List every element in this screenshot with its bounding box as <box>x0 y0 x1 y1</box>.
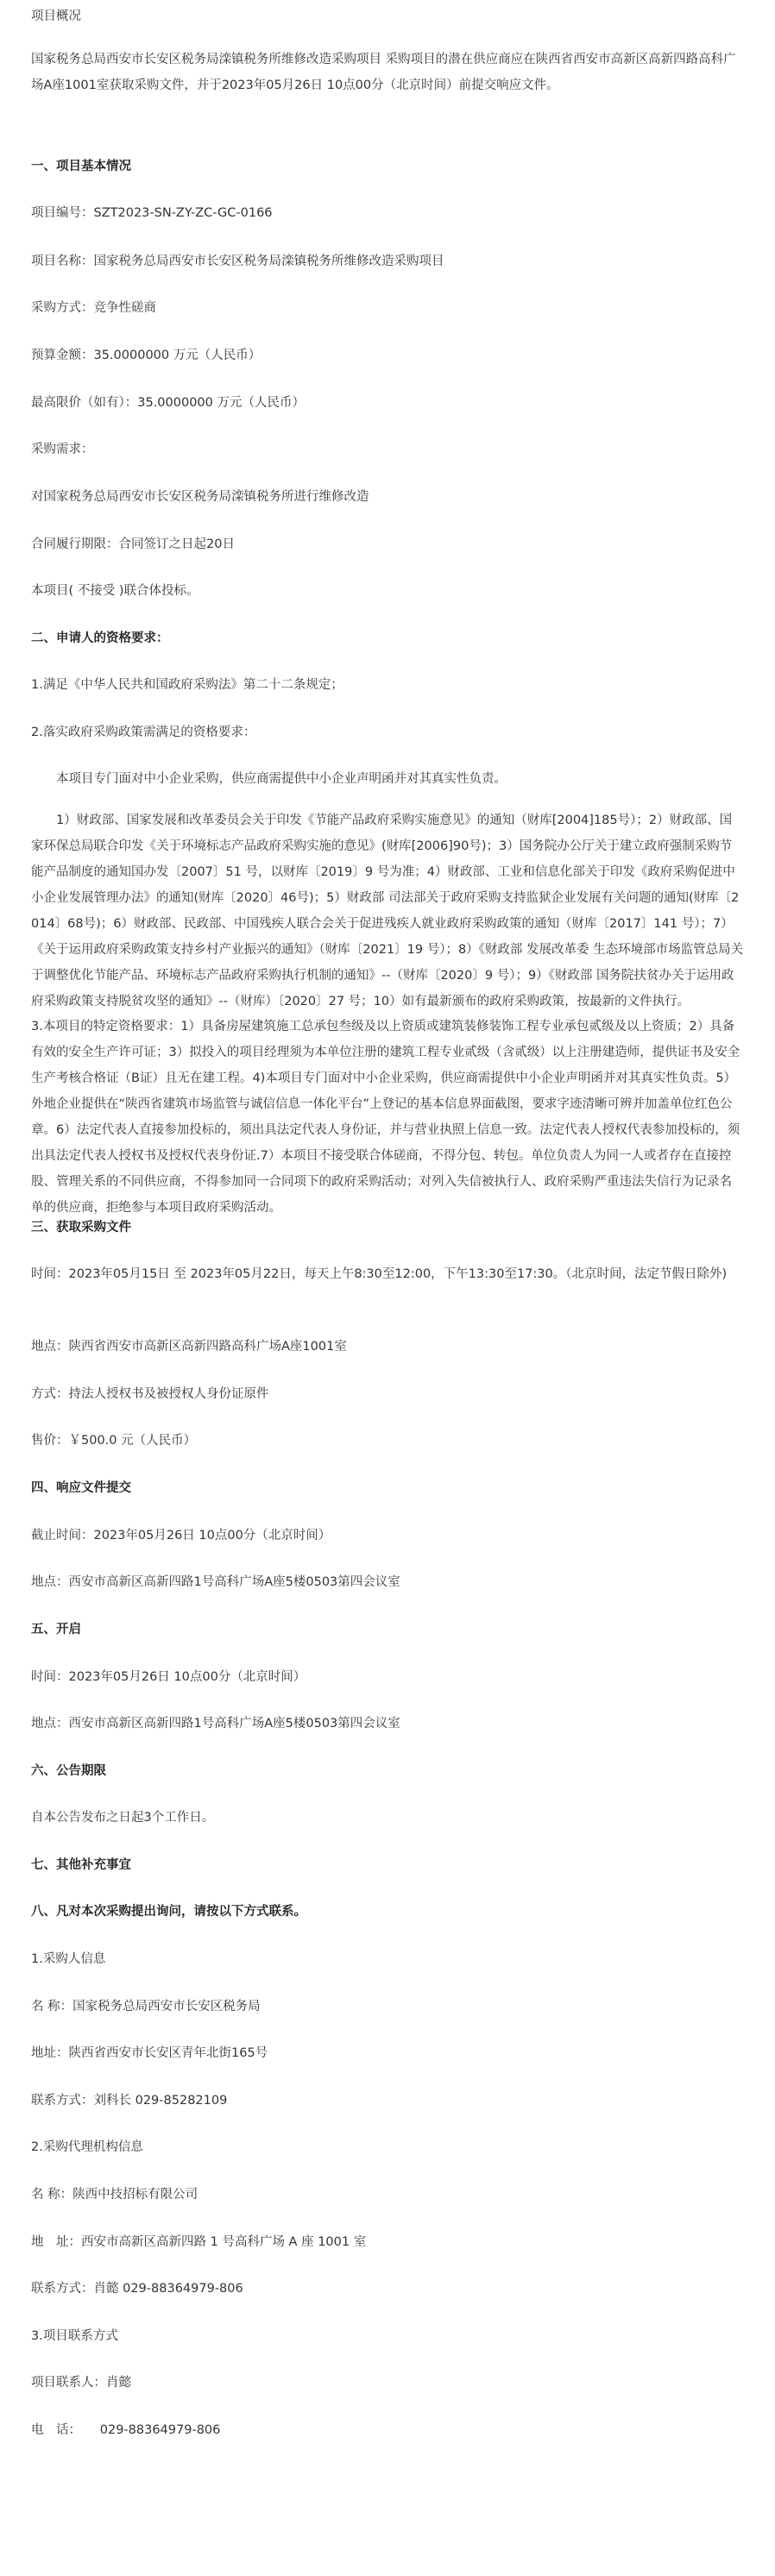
overview-title: 项目概况 <box>31 9 81 23</box>
requirement-text: 对国家税务总局西安市长安区税务局滦镇税务所进行维修改造 <box>31 490 369 504</box>
submit-place: 地点：西安市高新区高新四路1号高科广场A座5楼0503第四会议室 <box>31 1575 400 1589</box>
policy-list: 1）财政部、国家发展和改革委员会关于印发《节能产品政府采购实施意见》的通知（财库[2004]185号）；2）财政部、国家环保总局联合印发《关于环境标志产品政府采购实施的意见》(财库[2006]90号)；3）国务院办公厅关于建立政府强制采购节能产品制度的通知国办发〔2007〕51 号，以财库〔2019〕9 号为准；4）财政部、工业和信息化部关于印发《政府采购促进中小企业发展管理办法》的通知(财库〔2020〕46号)；5）财政部 司法部关于政府采购支持监狱企业发展有关问题的通知(财库〔2014〕68号)；6）财政部、民政部、中国残疾人联合会关于促进残疾人就业政府采购政策的通知（财库〔2017〕141 号）；7）《关于运用政府采购政策支持乡村产业振兴的通知》（财库〔2021〕19 号）；8）《财政部 发展改革委 生态环境部市场监管总局关于调整优化节能产品、环境标志产品政府采购执行机制的通知》--（财库〔2020〕9 号）；9）《财政部 国务院扶贫办关于运用政府采购政策支持脱贫攻坚的通知》--（财库）〔2020〕27 号；10）如有最新颁布的政府采购政策，按最新的文件执行。 <box>31 814 744 1008</box>
doc-time: 时间：2023年05月15日 至 2023年05月22日，每天上午8:30至12:00，下午13:30至17:30。（北京时间，法定节假日除外) <box>31 1267 728 1281</box>
contract-period: 合同履行期限：合同签订之日起20日 <box>31 537 235 551</box>
requirement-label: 采购需求： <box>31 443 94 456</box>
requirement-1: 1.满足《中华人民共和国政府采购法》第二十二条规定； <box>31 678 343 692</box>
purchaser-address: 地址：陕西省西安市长安区青年北街165号 <box>31 2046 268 2060</box>
overview-text: 国家税务总局西安市长安区税务局滦镇税务所维修改造采购项目 采购项目的潜在供应商应在陕西省西安市高新区高新四路高科广场A座1001室获取采购文件，并于2023年05月26日 10点00分（北京时间）前提交响应文件。 <box>31 53 736 92</box>
doc-price: 售价：￥500.0 元（人民币） <box>31 1434 197 1448</box>
section-5-title: 五、开启 <box>31 1623 81 1637</box>
section-4-title: 四、响应文件提交 <box>31 1481 131 1495</box>
consortium-note: 本项目( 不接受 )联合体投标。 <box>31 584 199 598</box>
requirement-2: 2.落实政府采购政策需满足的资格要求： <box>31 726 256 739</box>
doc-place: 地点：陕西省西安市高新区高新四路高科广场A座1001室 <box>31 1340 347 1354</box>
open-place: 地点：西安市高新区高新四路1号高科广场A座5楼0503第四会议室 <box>31 1717 400 1731</box>
section-1-title: 一、项目基本情况 <box>31 160 131 173</box>
project-number: 项目编号：SZT2023-SN-ZY-ZC-GC-0166 <box>31 206 273 220</box>
requirement-3: 3.本项目的特定资格要求：1）具备房屋建筑施工总承包叁级及以上资质或建筑装修装饰工程专业承包贰级及以上资质；2）具备有效的安全生产许可证；3）拟投入的项目经理须为本单位注册的建筑工程专业贰级（含贰级）以上注册建造师，提供证书及安全生产考核合格证（B证）且无在建工程。4)本项目专门面对中小企业采购，供应商需提供中小企业声明函并对其真实性负责。5）外地企业提供在“陕西省建筑市场监管与诚信信息一体化平台”上登记的基本信息界面截图，要求字迹清晰可辨并加盖单位红色公章。6）法定代表人直接参加投标的，须出具法定代表人身份证，并与营业执照上信息一致。法定代表人授权代表参加投标的，须出具法定代表人授权书及授权代表身份证.7）本项目不接受联合体磋商，不得分包、转包。单位负责人为同一人或者存在直接控股、管理关系的不同供应商，不得参加同一合同项下的政府采购活动；对列入失信被执行人、政府采购严重违法失信行为记录名单的供应商，拒绝参与本项目政府采购活动。 <box>31 1020 740 1215</box>
notice-period: 自本公告发布之日起3个工作日。 <box>31 1811 215 1825</box>
project-contact-title: 3.项目联系方式 <box>31 2329 118 2343</box>
doc-way: 方式：持法人授权书及被授权人身份证原件 <box>31 1387 269 1401</box>
max-price: 最高限价（如有）：35.0000000 万元（人民币） <box>31 396 305 410</box>
agency-address: 地 址：西安市高新区高新四路 1 号高科广场 A 座 1001 室 <box>31 2235 367 2249</box>
purchaser-title: 1.采购人信息 <box>31 1952 106 1966</box>
agency-name: 名 称：陕西中技招标有限公司 <box>31 2188 198 2202</box>
section-2-title: 二、申请人的资格要求： <box>31 631 169 645</box>
agency-contact: 联系方式：肖懿 029-88364979-806 <box>31 2282 243 2296</box>
submit-deadline: 截止时间：2023年05月26日 10点00分（北京时间） <box>31 1529 331 1542</box>
section-8-title: 八、凡对本次采购提出询问，请按以下方式联系。 <box>31 1905 306 1919</box>
project-name: 项目名称：国家税务总局西安市长安区税务局滦镇税务所维修改造采购项目 <box>31 254 444 268</box>
procurement-method: 采购方式：竞争性磋商 <box>31 301 156 315</box>
sme-note: 本项目专门面对中小企业采购，供应商需提供中小企业声明函并对其真实性负责。 <box>56 772 507 786</box>
agency-title: 2.采购代理机构信息 <box>31 2140 143 2154</box>
budget-amount: 预算金额：35.0000000 万元（人民币） <box>31 349 261 362</box>
purchaser-name: 名 称：国家税务总局西安市长安区税务局 <box>31 2000 261 2014</box>
section-6-title: 六、公告期限 <box>31 1764 106 1778</box>
project-contact-phone: 电 话： 029-88364979-806 <box>31 2423 221 2437</box>
purchaser-contact: 联系方式：刘科长 029-85282109 <box>31 2094 228 2108</box>
open-time: 时间：2023年05月26日 10点00分（北京时间） <box>31 1670 306 1684</box>
section-7-title: 七、其他补充事宜 <box>31 1858 131 1872</box>
project-contact-person: 项目联系人：肖懿 <box>31 2376 131 2390</box>
section-3-title: 三、获取采购文件 <box>31 1221 131 1235</box>
